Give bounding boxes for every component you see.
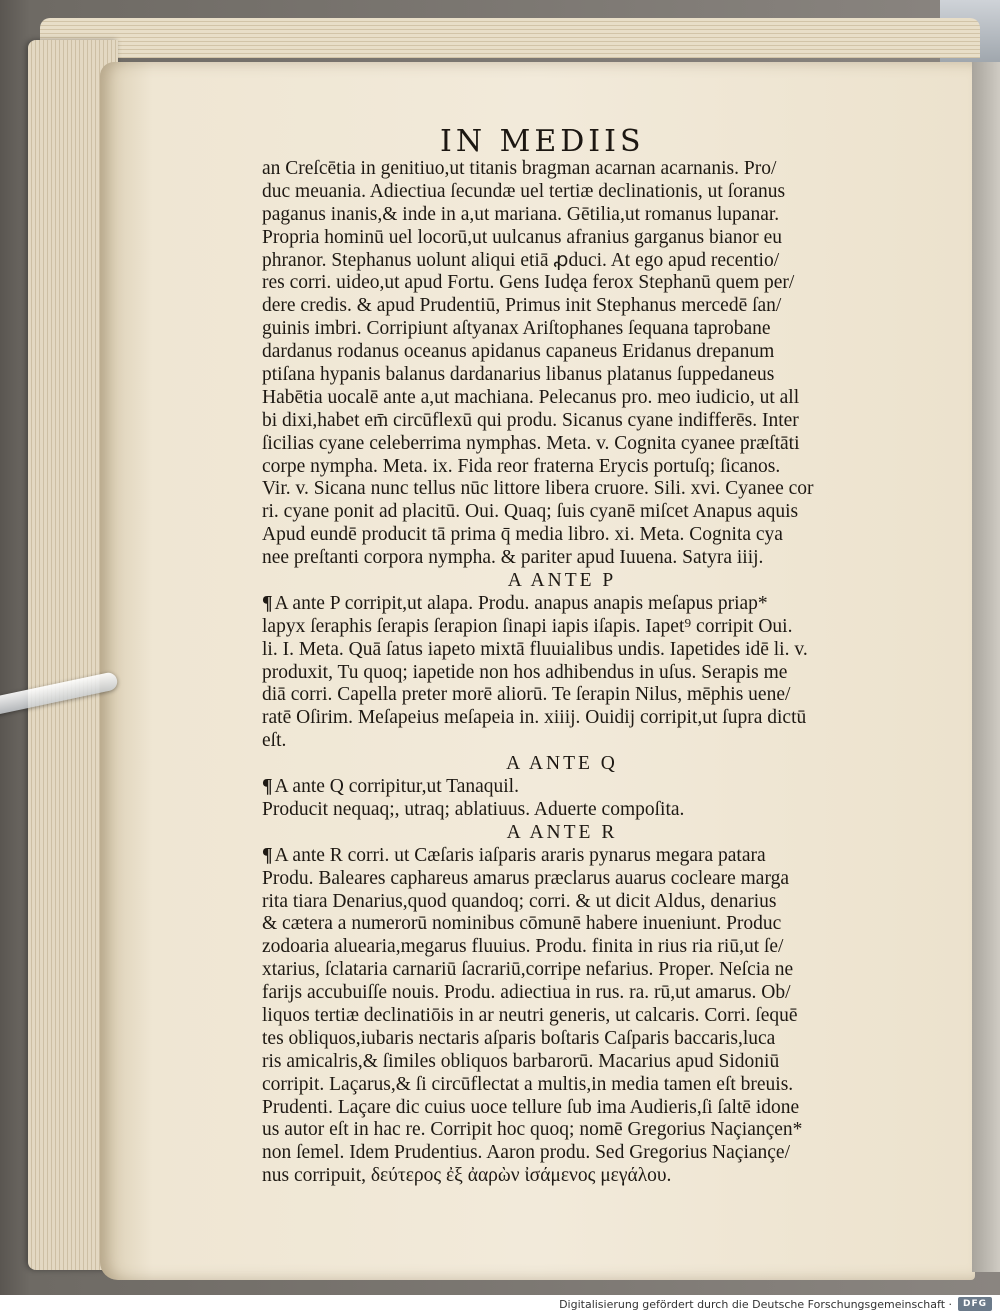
line-text: corripit. Laçarus,& ſi circūflectat a multis,in media tamen eſt breuis. [262, 1073, 794, 1095]
body-line [262, 181, 862, 204]
section-line [262, 959, 862, 982]
section-heading [262, 822, 862, 845]
line-text: Vir. v. Sicana nunc tellus nūc littore libera cruore. Sili. xvi. Cyanee cor [262, 478, 814, 500]
line-text: guinis imbri. Corripiunt aſtyanax Ariſtophanes ſequana taprobane [262, 318, 771, 340]
footer-credit: Digitalisierung gefördert durch die Deutsche Forschungsgemeinschaft · [559, 1298, 952, 1311]
line-text: A ANTE R [506, 821, 618, 843]
body-line [262, 158, 862, 181]
body-line [262, 272, 862, 295]
section-line [262, 868, 862, 891]
body-line [262, 250, 862, 273]
facing-page-edge [972, 62, 1000, 1272]
body-line [262, 295, 862, 318]
line-text: diā corri. Capella preter morē aliorū. Te ſerapin Nilus, mēphis uene/ [262, 684, 791, 706]
line-text: & cætera a numerorū nominibus cōmunē habere inueniunt. Produc [262, 913, 782, 935]
body-line [262, 433, 862, 456]
section-line [262, 616, 862, 639]
section-line [262, 707, 862, 730]
section-line [262, 913, 862, 936]
line-text: ri. cyane ponit ad placitū. Oui. Quaq; ſuis cyanē miſcet Anapus aquis [262, 501, 799, 523]
line-text: farijs accubuiſſe nouis. Produ. adiectiua in rus. ra. rū,ut amarus. Ob/ [262, 982, 791, 1004]
line-text: A ante R corri. ut Cæſaris iaſparis araris pynarus megara patara [274, 844, 766, 866]
section-heading [262, 753, 862, 776]
line-text: us autor eſt in hac re. Corripit hoc quoq; nomē Gregorius Naçiançen* [262, 1119, 803, 1141]
paragraph-mark-icon: ¶ [262, 844, 273, 866]
line-text: A ante P corripit,ut alapa. Produ. anapus anapis meſapus priap* [274, 592, 768, 614]
paragraph-mark-icon: ¶ [262, 592, 273, 614]
line-text: bi dixi,habet em̄ circūflexū qui produ. Sicanus cyane indifferēs. Inter [262, 409, 799, 431]
section-line [262, 593, 862, 616]
section-line [262, 1028, 862, 1051]
line-text: dardanus rodanus oceanus apidanus capaneus Eridanus drepanum [262, 341, 775, 363]
dfg-logo: DFG [958, 1297, 992, 1311]
body-line [262, 456, 862, 479]
line-text: xtarius, ſclataria carnariū ſacrariū,corripe nefarius. Proper. Neſcia ne [262, 959, 794, 981]
body-line [262, 524, 862, 547]
line-text: Producit nequaq;, utraq; ablatiuus. Aduerte compoſita. [262, 798, 685, 820]
body-line [262, 204, 862, 227]
section-line [262, 936, 862, 959]
paragraph-mark-icon: ¶ [262, 776, 273, 798]
line-text: liquos tertiæ declinatiōis in ar neutri generis, ut calcaris. Corri. ſequē [262, 1004, 798, 1026]
line-text: Produ. Baleares caphareus amarus præclarus auarus cocleare marga [262, 867, 789, 889]
line-text: eſt. [262, 730, 287, 752]
line-text: rita tiara Denarius,quod quandoq; corri. & ut dicit Aldus, denarius [262, 890, 777, 912]
running-title: IN MEDIIS [440, 124, 645, 159]
body-line [262, 410, 862, 433]
line-text: duc meuania. Adiectiua ſecundæ uel tertiæ declinationis, ut ſoranus [262, 180, 786, 202]
line-text: non ſemel. Idem Prudentius. Aaron produ. Sed Gregorius Naçiançe/ [262, 1142, 790, 1164]
body-line [262, 478, 862, 501]
body-line [262, 501, 862, 524]
line-text: ptiſana hypanis balanus dardanarius libanus platanus ſuppedaneus [262, 364, 775, 386]
line-text: Habētia uocalē ante a,ut machiana. Pelecanus pro. meo iudicio, ut all [262, 386, 800, 408]
section-line [262, 799, 862, 822]
section-line [262, 982, 862, 1005]
section-line [262, 1119, 862, 1142]
section-line [262, 1051, 862, 1074]
line-text: paganus inanis,& inde in a,ut mariana. Gētilia,ut romanus lupanar. [262, 203, 780, 225]
line-text: nus corripuit, δεύτερος ἐξ ἀαρὼν ἰσάμενος μεγάλου. [262, 1165, 672, 1187]
line-text: an Creſcētia in genitiuo,ut titanis bragman acarnan acarnanis. Pro/ [262, 158, 777, 179]
line-text: A ante Q corripitur,ut Tanaquil. [274, 776, 519, 798]
line-text: A ANTE P [507, 570, 617, 592]
line-text: li. I. Meta. Quā ſatus iapeto mixtā fluuialibus undis. Iapetides idē li. v. [262, 638, 808, 660]
body-line [262, 547, 862, 570]
line-text: ratē Oſirim. Meſapeius meſapeia in. xiiij. Ouidij corripit,ut ſupra dictū [262, 707, 807, 729]
section-line [262, 1165, 862, 1188]
body-line [262, 364, 862, 387]
line-text: nee preſtanti corpora nympha. & pariter apud Iuuena. Satyra iiij. [262, 547, 764, 569]
line-text: ris amicalris,& ſimiles obliquos barbarorū. Macarius apud Sidoniū [262, 1050, 780, 1072]
section-line [262, 639, 862, 662]
line-text: Propria hominū uel locorū,ut uulcanus afranius garganus bianor eu [262, 226, 783, 248]
section-line [262, 1142, 862, 1165]
body-line [262, 227, 862, 250]
page-edges-top [40, 18, 980, 58]
section-line [262, 776, 862, 799]
line-text: A ANTE Q [506, 753, 618, 775]
body-line [262, 387, 862, 410]
line-text: Apud eundē producit tā prima q̄ media libro. xi. Meta. Cognita cya [262, 524, 783, 546]
section-line [262, 1097, 862, 1120]
line-text: ſicilias cyane celeberrima nymphas. Meta. v. Cognita cyanee præſtāti [262, 432, 800, 454]
line-text: produxit, Tu quoq; iapetide non hos adhibendus in uſus. Serapis me [262, 661, 788, 683]
line-text: lapyx ſeraphis ſerapis ſerapion ſinapi iapis iſapis. Iapet⁹ corripit Oui. [262, 615, 793, 637]
section-line [262, 1005, 862, 1028]
body-line [262, 318, 862, 341]
line-text: tes obliquos,iubaris nectaris aſparis boſtaris Caſparis baccaris,luca [262, 1027, 776, 1049]
section-line [262, 845, 862, 868]
section-line [262, 891, 862, 914]
section-line [262, 730, 862, 753]
section-heading [262, 570, 862, 593]
section-line [262, 1074, 862, 1097]
line-text: zodoaria aluearia,megarus fluuius. Produ. finita in rius ria riū,ut ſe/ [262, 936, 784, 958]
body-line [262, 341, 862, 364]
section-line [262, 662, 862, 685]
line-text: corpe nympha. Meta. ix. Fida reor fraterna Erycis portuſq; ſicanos. [262, 455, 781, 477]
line-text: phranor. Stephanus uolunt aliqui etiā ꝓduci. At ego apud recentio/ [262, 249, 780, 271]
text-block [262, 158, 862, 1188]
line-text: Prudenti. Laçare dic cuius uoce tellure ſub ima Audieris,ſi ſaltē idone [262, 1096, 800, 1118]
line-text: res corri. uideo,ut apud Fortu. Gens Iudęa ferox Stephanū quem per/ [262, 272, 795, 294]
section-line [262, 684, 862, 707]
line-text: dere credis. & apud Prudentiū, Primus init Stephanus mercedē ſan/ [262, 295, 782, 317]
